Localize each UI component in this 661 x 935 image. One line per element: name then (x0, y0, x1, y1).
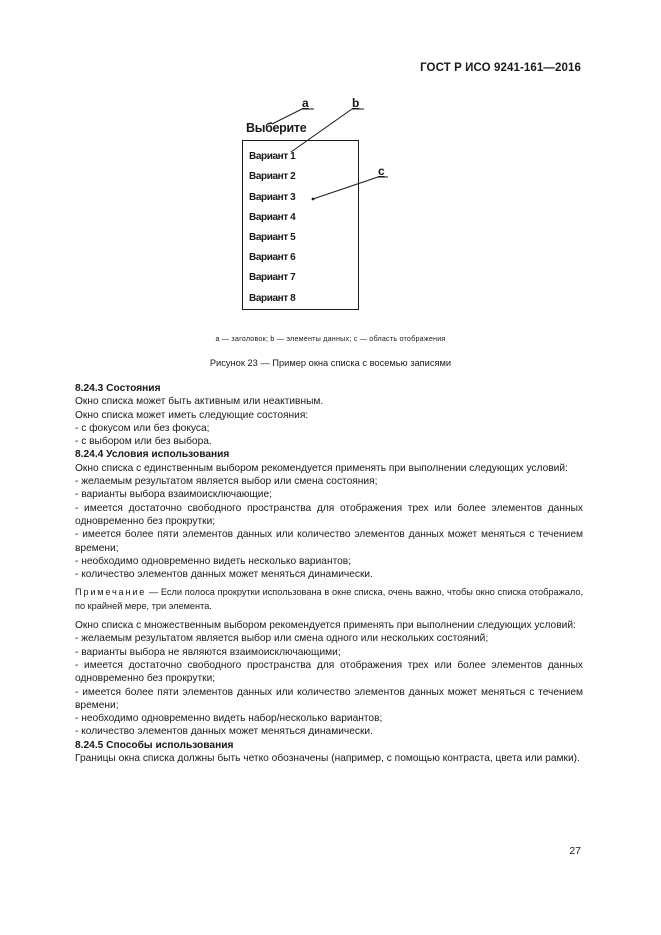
list-item: - с выбором или без выбора. (75, 436, 212, 448)
paragraph: Окно списка с единственным выбором рекомендуется применять при выполнении следующих условий: (75, 462, 568, 474)
list-item: - количество элементов данных может меняться динамически. (75, 569, 373, 581)
callout-a: a (302, 96, 309, 110)
paragraph: Окно списка может быть активным или неактивным. (75, 396, 324, 408)
note-text: — Если полоса прокрутки использована в окне списка, очень важно, чтобы окно списка отображало, по крайней мере, три элемента. (75, 587, 583, 611)
list-item: - имеется достаточно свободного пространства для отображения трех или более элементов данных одновременно без прокрутки; (75, 502, 583, 527)
list-item: - желаемым результатом является выбор или смена состояния; (75, 476, 378, 488)
list-item: - варианты выбора взаимоисключающие; (75, 489, 272, 501)
figure-legend: a — заголовок; b — элементы данных; c — область отображения (215, 334, 446, 343)
list-item: - необходимо одновременно видеть набор/несколько вариантов; (75, 713, 383, 725)
list-box-item: Вариант 6 (249, 252, 296, 263)
list-box-item: Вариант 5 (249, 232, 296, 243)
note-label: Примечание (75, 587, 147, 598)
callout-c: c (378, 164, 385, 178)
header-doc-code: ГОСТ Р ИСО 9241-161—2016 (420, 62, 581, 74)
list-item: - имеется более пяти элементов данных или количество элементов данных может меняться с течением времени; (75, 686, 583, 711)
figure-list-box-example (0, 0, 661, 330)
note (75, 586, 583, 613)
list-item: - имеется более пяти элементов данных или количество элементов данных может меняться с течением времени; (75, 529, 583, 554)
list-box-item: Вариант 1 (249, 151, 296, 162)
section-heading: 8.24.4 Условия использования (75, 449, 230, 461)
section-heading: 8.24.3 Состояния (75, 383, 161, 394)
list-box-display-area (242, 140, 359, 310)
page-number: 27 (569, 845, 581, 857)
paragraph: Границы окна списка должны быть четко обозначены (например, с помощью контраста, цвета или рамки). (75, 753, 580, 765)
list-item: - необходимо одновременно видеть несколько вариантов; (75, 555, 352, 567)
list-box-item: Вариант 4 (249, 212, 296, 223)
list-item: - варианты выбора не являются взаимоисключающими; (75, 646, 341, 658)
list-item: - имеется достаточно свободного пространства для отображения трех или более элементов данных одновременно без прокрутки; (75, 659, 583, 685)
list-box-title: Выберите (246, 121, 307, 135)
section-heading: 8.24.5 Способы использования (75, 739, 234, 751)
list-item: - количество элементов данных может меняться динамически. (75, 726, 373, 738)
list-box-item: Вариант 7 (249, 272, 296, 283)
paragraph: Окно списка может иметь следующие состояния: (75, 409, 309, 421)
paragraph: Окно списка с множественным выбором рекомендуется применять при выполнении следующих условий: (75, 620, 576, 632)
list-box-item: Вариант 8 (249, 293, 296, 304)
figure-caption: Рисунок 23 — Пример окна списка с восемью записями (209, 358, 452, 368)
list-item: - с фокусом или без фокуса; (75, 422, 210, 434)
list-box-item: Вариант 3 (249, 192, 296, 203)
body-text (75, 382, 583, 765)
list-box-item: Вариант 2 (249, 171, 296, 182)
callout-b: b (352, 96, 360, 110)
list-item: - желаемым результатом является выбор или смена одного или нескольких состояний; (75, 633, 489, 645)
